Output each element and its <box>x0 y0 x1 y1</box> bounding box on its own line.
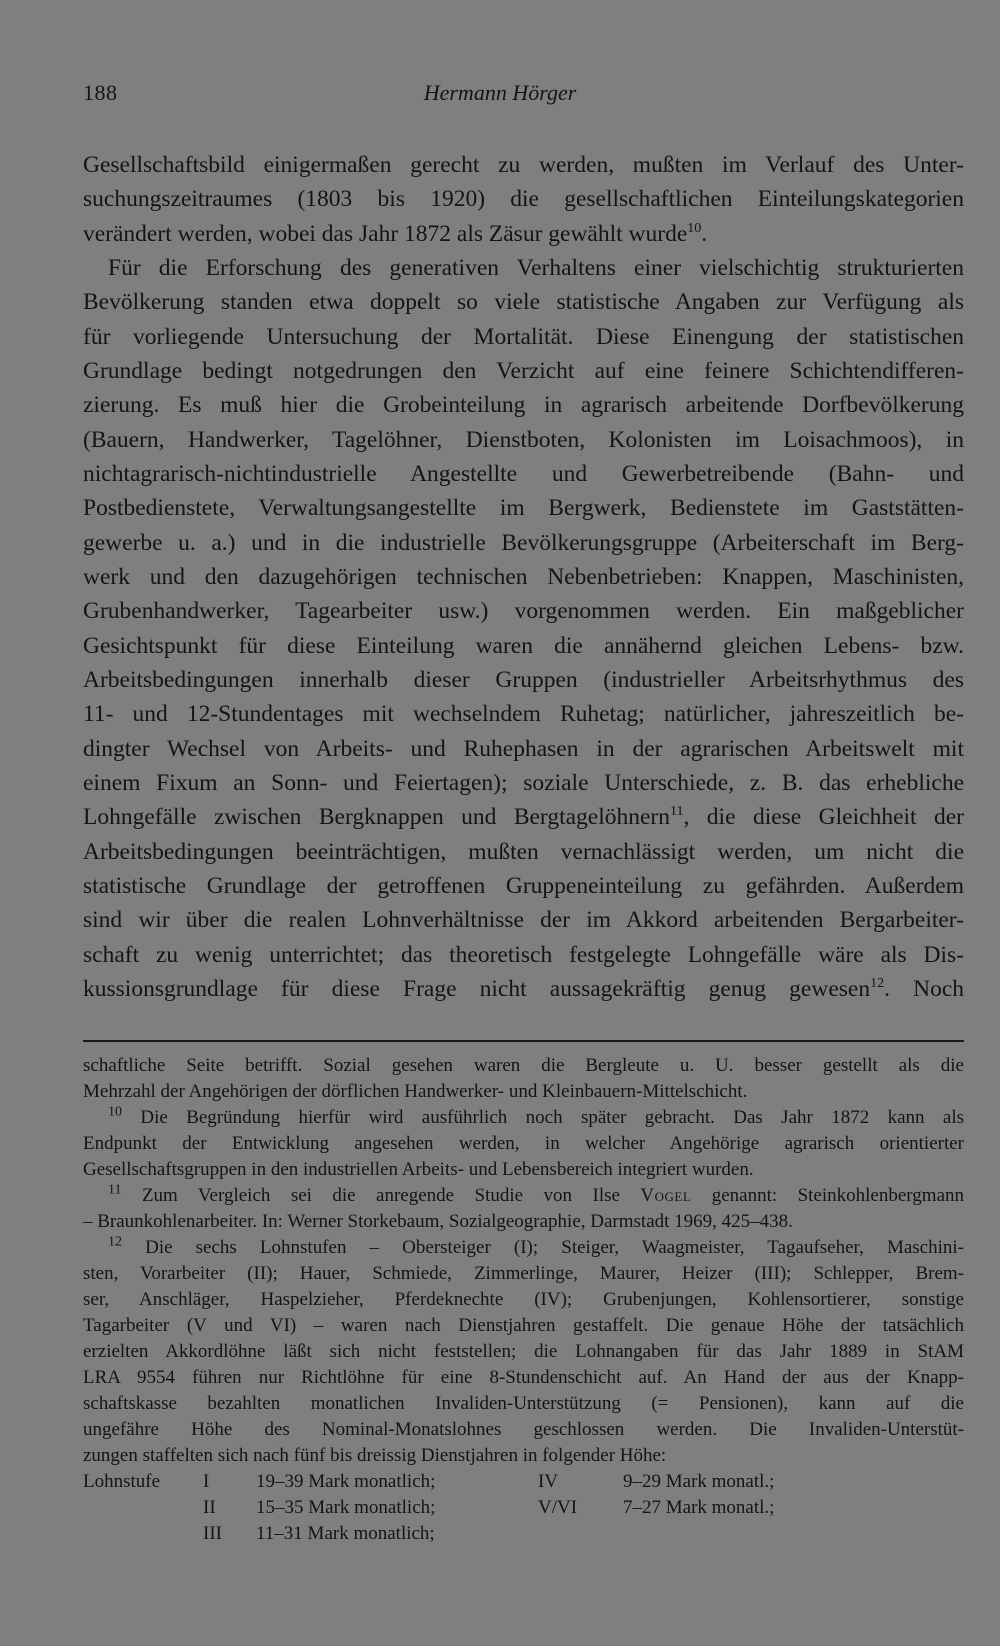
wage-label: Lohnstufe <box>83 1471 161 1492</box>
text-span: kussionsgrundlage für diese Frage nicht aussagekräftig genug gewesen <box>83 975 871 1002</box>
wage-range: 9–29 Mark monatl.; <box>623 1471 775 1492</box>
footnote-line <box>83 1183 964 1209</box>
footnote-line: Mehrzahl der Angehörigen der dörflichen Handwerker- und Kleinbauern-Mittelschicht. <box>83 1081 748 1102</box>
footnote-line: – Braunkohlenarbeiter. In: Werner Storkebaum, Sozialgeographie, Darmstadt 1969, 425–438. <box>83 1211 793 1232</box>
text-line: Grubenhandwerker, Tagearbeiter usw.) vorgenommen werden. Ein maßgeblicher <box>83 598 964 625</box>
wage-row <box>83 1521 964 1547</box>
footnote-line: LRA 9554 führen nur Richtlöhne für eine 8-Stundenschicht auf. An Hand der aus der Knapp- <box>83 1367 964 1388</box>
text-line: zierung. Es muß hier die Grobeinteilung in agrarisch arbeitende Dorfbevölkerung <box>83 392 964 419</box>
text-line: Bevölkerung standen etwa doppelt so viele statistische Angaben zur Verfügung als <box>83 289 964 316</box>
text-line: Postbedienstete, Verwaltungsangestellte im Bergwerk, Bedienstete im Gaststätten- <box>83 495 964 522</box>
footnote-ref[interactable]: 11 <box>670 804 684 820</box>
footnote-ref[interactable]: 12 <box>870 976 885 992</box>
text-line: für vorliegende Untersuchung der Mortalität. Diese Einengung der statistischen <box>83 323 964 350</box>
text-line: nichtagrarisch-nichtindustrielle Angestellte und Gewerbetreibende (Bahn- und <box>83 460 964 487</box>
wage-stufe: V/VI <box>538 1497 578 1518</box>
running-head: Hermann Hörger <box>423 80 577 105</box>
footnote-number: 10 <box>108 1104 122 1120</box>
text-line: Grundlage bedingt notgedrungen den Verzicht auf eine feinere Schichtendifferen- <box>83 357 964 384</box>
text-line: Gesellschaftsbild einigermaßen gerecht zu werden, mußten im Verlauf des Unter- <box>83 152 964 178</box>
text-line: schaft zu wenig unterrichtet; das theoretisch festgelegte Lohngefälle wäre als Dis- <box>83 941 964 968</box>
footnote-line: sten, Vorarbeiter (II); Hauer, Schmiede, Zimmerlinge, Maurer, Heizer (III); Schlepper, Brem- <box>83 1263 964 1284</box>
text-line: Gesichtspunkt für diese Einteilung waren die annähernd gleichen Lebens- bzw. <box>83 632 964 659</box>
text-span: verändert werden, wobei das Jahr 1872 als Zäsur gewählt wurde <box>83 220 688 247</box>
text-line <box>83 217 964 251</box>
text-span: Die sechs Lohnstufen – Obersteiger (I); Steiger, Waagmeister, Tagaufseher, Maschini- <box>145 1237 964 1258</box>
text-line: 11- und 12-Stundentages mit wechselndem Ruhetag; natürlicher, jahreszeitlich be- <box>83 701 964 728</box>
footnote-line <box>83 1235 964 1261</box>
text-span: Zum Vergleich sei die anregende Studie von Ilse <box>141 1185 641 1206</box>
text-line <box>83 800 964 834</box>
footnote-line: ungefähre Höhe des Nominal-Monatslohnes geschlossen werden. Die Invaliden-Unterstüt- <box>83 1419 964 1440</box>
footnote-line: zungen staffelten sich nach fünf bis dreissig Dienstjahren in folgender Höhe: <box>83 1445 667 1466</box>
text-line: Arbeitsbedingungen beeinträchtigen, mußten vernachlässigt werden, um nicht die <box>83 838 964 865</box>
wage-row <box>83 1469 964 1495</box>
wage-stufe: III <box>203 1523 222 1544</box>
footnote-ref[interactable]: 10 <box>687 220 702 236</box>
text-line <box>83 972 964 1006</box>
footnote-line: schaftskasse bezahlten monatlichen Invaliden-Unterstützung (= Pensionen), kann auf die <box>83 1393 964 1414</box>
wage-stufe: II <box>203 1497 216 1518</box>
text-line: dingter Wechsel von Arbeits- und Ruhephasen in der agrarischen Arbeitswelt mit <box>83 735 964 762</box>
wage-range: 11–31 Mark monatlich; <box>256 1523 435 1544</box>
wage-row <box>83 1495 964 1521</box>
text-line: werk und den dazugehörigen technischen Nebenbetrieben: Knappen, Maschinisten, <box>83 563 964 590</box>
footnote-line: schaftliche Seite betrifft. Sozial gesehen waren die Bergleute u. U. besser gestellt als die <box>83 1055 964 1076</box>
text-span: . Noch <box>884 975 965 1002</box>
text-line: suchungszeitraumes (1803 bis 1920) die gesellschaftlichen Einteilungskategorien <box>83 186 964 213</box>
footnote-line: Tagarbeiter (V und VI) – waren nach Dienstjahren gestaffelt. Die genaue Höhe der tatsächlich <box>83 1315 964 1336</box>
wage-range: 15–35 Mark monatlich; <box>256 1497 436 1518</box>
text-span: genannt: Steinkohlenbergmann <box>691 1185 964 1206</box>
footnote-line: ser, Anschläger, Haspelzieher, Pferdeknechte (IV); Grubenjungen, Kohlensortierer, sonstige <box>83 1289 964 1310</box>
wage-range: 19–39 Mark monatlich; <box>256 1471 436 1492</box>
text-span: Die Begründung hierfür wird ausführlich noch später gebracht. Das Jahr 1872 kann als <box>140 1107 965 1128</box>
footnote-line <box>83 1105 964 1131</box>
author-name: Vogel <box>640 1185 692 1206</box>
text-line: sind wir über die realen Lohnverhältnisse der im Akkord arbeitenden Bergarbeiter- <box>83 907 964 934</box>
wage-range: 7–27 Mark monatl.; <box>623 1497 775 1518</box>
text-line: Für die Erforschung des generativen Verhaltens einer vielschichtig strukturierten <box>108 254 964 281</box>
page-header <box>0 80 1000 116</box>
text-span: . <box>701 220 708 247</box>
text-line: Arbeitsbedingungen innerhalb dieser Gruppen (industrieller Arbeitsrhythmus des <box>83 666 964 693</box>
text-line: statistische Grundlage der getroffenen Gruppeneinteilung zu gefährden. Außerdem <box>83 872 964 899</box>
wage-stufe: IV <box>538 1471 559 1492</box>
text-span: Lohngefälle zwischen Bergknappen und Bergtagelöhnern <box>83 804 671 831</box>
footnote-line: Endpunkt der Entwicklung angesehen werden, in welcher Angehörige agrarisch orientierter <box>83 1133 964 1154</box>
footnotes <box>83 1053 964 1547</box>
body-text <box>83 148 964 1006</box>
text-span: , die diese Gleichheit der <box>683 804 964 831</box>
text-line: einem Fixum an Sonn- und Feiertagen); soziale Unterschiede, z. B. das erhebliche <box>83 769 964 796</box>
text-line: gewerbe u. a.) und in die industrielle Bevölkerungsgruppe (Arbeiterschaft im Berg- <box>83 529 964 556</box>
footnote-divider <box>83 1040 964 1042</box>
wage-stufe: I <box>203 1471 210 1492</box>
page-number: 188 <box>83 80 118 105</box>
wage-table <box>83 1469 964 1547</box>
text-line: (Bauern, Handwerker, Tagelöhner, Dienstboten, Kolonisten im Loisachmoos), in <box>83 426 964 453</box>
footnote-number: 11 <box>108 1182 122 1198</box>
footnote-line: erzielten Akkordlöhne läßt sich nicht feststellen; die Lohnangaben für das Jahr 1889 in StAM <box>83 1341 964 1362</box>
footnote-number: 12 <box>108 1234 122 1250</box>
footnote-line: Gesellschaftsgruppen in den industriellen Arbeits- und Lebensbereich integriert wurden. <box>83 1159 754 1180</box>
